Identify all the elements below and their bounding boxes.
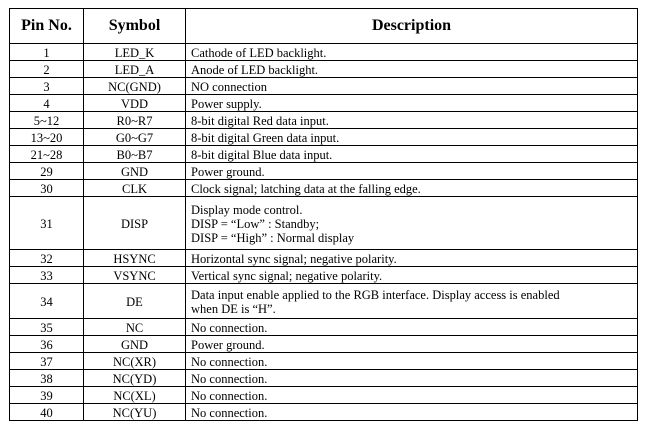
symbol-cell: NC(XL): [84, 387, 186, 404]
symbol-cell: B0~B7: [84, 146, 186, 163]
table-row: [10, 319, 638, 336]
table-row: [10, 146, 638, 163]
pin-number-cell: 30: [10, 180, 84, 197]
header-description: Description: [186, 9, 638, 44]
table-row: [10, 44, 638, 61]
pin-number-cell: 37: [10, 353, 84, 370]
pin-number-cell: 39: [10, 387, 84, 404]
symbol-cell: GND: [84, 163, 186, 180]
table-header-row: [10, 9, 638, 44]
description-line: Display mode control.: [191, 202, 303, 217]
symbol-cell: NC: [84, 319, 186, 336]
description-line: 8-bit digital Red data input.: [191, 113, 329, 128]
table-row: [10, 387, 638, 404]
pin-number-cell: 36: [10, 336, 84, 353]
table-body: [10, 44, 638, 421]
symbol-cell: LED_K: [84, 44, 186, 61]
pin-table-container: [9, 8, 638, 421]
description-cell: [186, 112, 638, 129]
table-row: [10, 336, 638, 353]
symbol-cell: CLK: [84, 180, 186, 197]
table-row: [10, 284, 638, 319]
description-line: No connection.: [191, 405, 268, 420]
description-line: DISP = “High” : Normal display: [191, 230, 355, 245]
description-line: Power ground.: [191, 164, 265, 179]
header-pin-no: Pin No.: [10, 9, 84, 44]
description-line: 8-bit digital Blue data input.: [191, 147, 333, 162]
table-row: [10, 78, 638, 95]
table-row: [10, 267, 638, 284]
table-row: [10, 353, 638, 370]
symbol-cell: DISP: [84, 197, 186, 250]
symbol-cell: LED_A: [84, 61, 186, 78]
table-row: [10, 95, 638, 112]
description-cell: [186, 78, 638, 95]
table-row: [10, 250, 638, 267]
description-line: No connection.: [191, 354, 268, 369]
pin-number-cell: 3: [10, 78, 84, 95]
symbol-cell: NC(XR): [84, 353, 186, 370]
symbol-cell: VSYNC: [84, 267, 186, 284]
description-cell: [186, 146, 638, 163]
symbol-cell: NC(YU): [84, 404, 186, 421]
description-line: Power ground.: [191, 337, 265, 352]
description-line: DISP = “Low” : Standby;: [191, 216, 320, 231]
table-row: [10, 129, 638, 146]
description-cell: [186, 387, 638, 404]
description-cell: [186, 336, 638, 353]
symbol-cell: HSYNC: [84, 250, 186, 267]
pin-assignment-table: [9, 8, 638, 421]
pin-number-cell: 40: [10, 404, 84, 421]
description-cell: [186, 180, 638, 197]
description-line: Data input enable applied to the RGB interface. Display access is enabled: [191, 287, 560, 302]
description-line: Cathode of LED backlight.: [191, 45, 327, 60]
description-line: 8-bit digital Green data input.: [191, 130, 340, 145]
description-cell: [186, 129, 638, 146]
pin-number-cell: 35: [10, 319, 84, 336]
description-line: Horizontal sync signal; negative polarity.: [191, 251, 397, 266]
table-row: [10, 112, 638, 129]
symbol-cell: NC(YD): [84, 370, 186, 387]
description-line: Clock signal; latching data at the falling edge.: [191, 181, 421, 196]
pin-number-cell: 5~12: [10, 112, 84, 129]
description-line: No connection.: [191, 320, 268, 335]
table-row: [10, 180, 638, 197]
pin-number-cell: 13~20: [10, 129, 84, 146]
symbol-cell: DE: [84, 284, 186, 319]
table-row: [10, 370, 638, 387]
description-line: when DE is “H”.: [191, 301, 276, 316]
description-cell: [186, 370, 638, 387]
symbol-cell: GND: [84, 336, 186, 353]
symbol-cell: VDD: [84, 95, 186, 112]
symbol-cell: G0~G7: [84, 129, 186, 146]
pin-number-cell: 1: [10, 44, 84, 61]
table-row: [10, 163, 638, 180]
description-cell: [186, 44, 638, 61]
table-row: [10, 61, 638, 78]
description-cell: [186, 163, 638, 180]
pin-number-cell: 2: [10, 61, 84, 78]
pin-number-cell: 21~28: [10, 146, 84, 163]
description-cell: [186, 353, 638, 370]
description-cell: [186, 284, 638, 319]
description-cell: [186, 319, 638, 336]
description-line: No connection.: [191, 371, 268, 386]
description-cell: [186, 197, 638, 250]
header-symbol: Symbol: [84, 9, 186, 44]
description-cell: [186, 267, 638, 284]
pin-number-cell: 4: [10, 95, 84, 112]
pin-number-cell: 31: [10, 197, 84, 250]
description-cell: [186, 250, 638, 267]
description-line: Power supply.: [191, 96, 262, 111]
description-line: Vertical sync signal; negative polarity.: [191, 268, 383, 283]
symbol-cell: NC(GND): [84, 78, 186, 95]
description-line: No connection.: [191, 388, 268, 403]
symbol-cell: R0~R7: [84, 112, 186, 129]
table-row: [10, 197, 638, 250]
pin-number-cell: 32: [10, 250, 84, 267]
pin-number-cell: 29: [10, 163, 84, 180]
description-cell: [186, 404, 638, 421]
description-line: Anode of LED backlight.: [191, 62, 319, 77]
description-cell: [186, 61, 638, 78]
description-line: NO connection: [191, 79, 268, 94]
pin-number-cell: 33: [10, 267, 84, 284]
description-cell: [186, 95, 638, 112]
pin-number-cell: 34: [10, 284, 84, 319]
pin-number-cell: 38: [10, 370, 84, 387]
table-row: [10, 404, 638, 421]
